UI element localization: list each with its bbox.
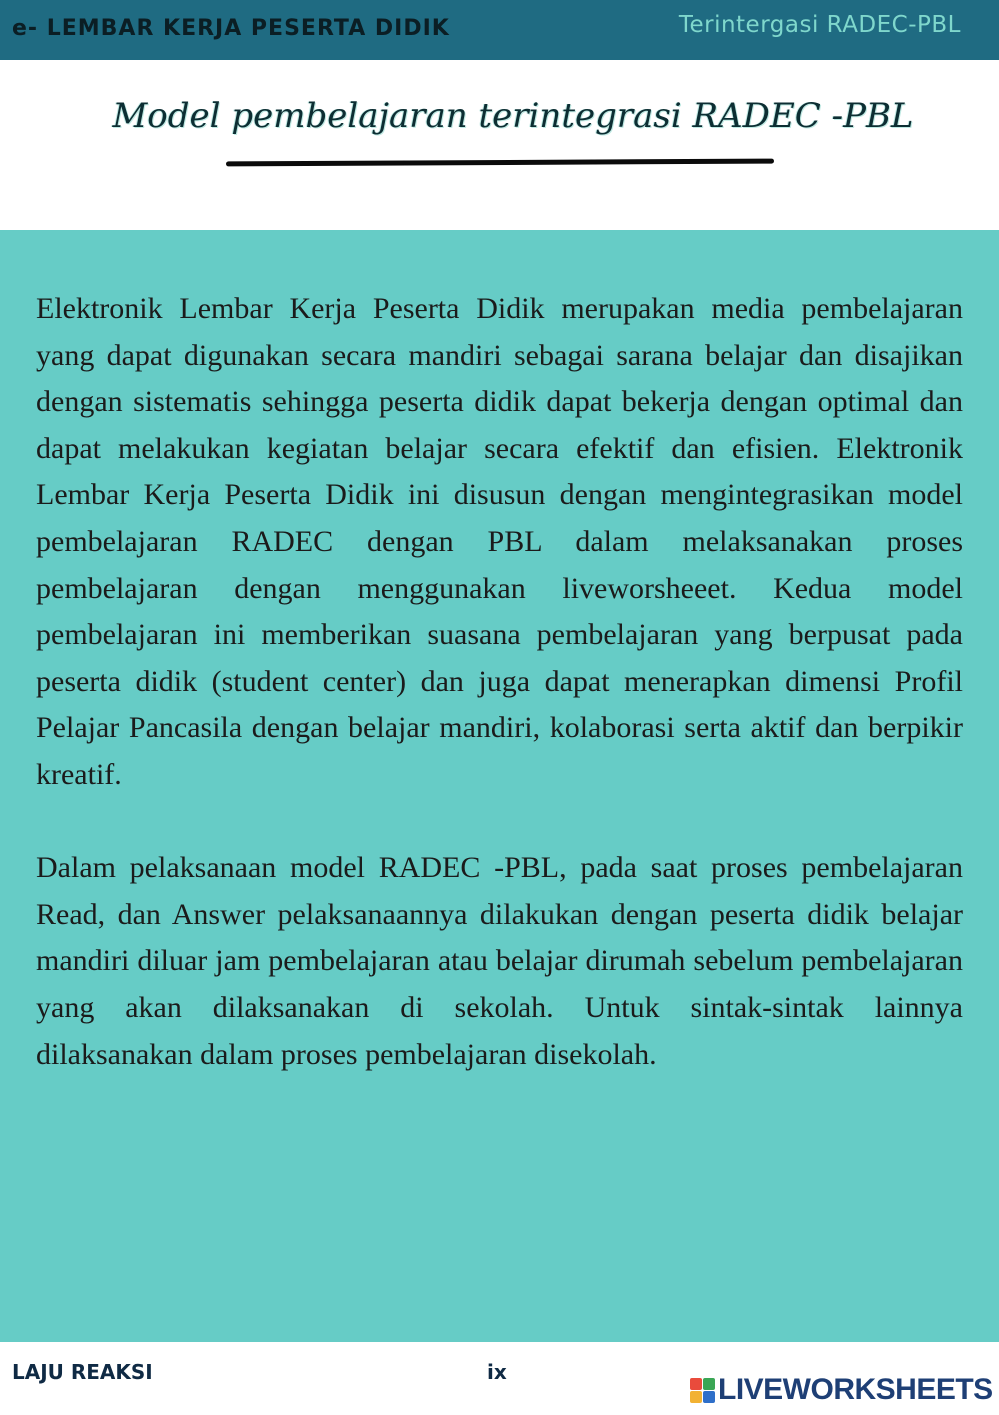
title-underline bbox=[226, 159, 774, 167]
paragraph-2: Dalam pelaksanaan model RADEC -PBL, pada saat proses pembelajaran Read, dan Answer pelaksanaannya dilakukan dengan peserta didik belajar mandiri diluar jam pembelajaran atau belajar dirumah sebelum pembelajaran yang akan dilaksanakan di sekolah. Untuk sintak-sintak lainnya dilaksanakan dalam proses pembelajaran disekolah. bbox=[36, 851, 963, 1071]
footer-label: LAJU REAKSI bbox=[12, 1360, 153, 1384]
liveworksheets-brand-text: LIVEWORKSHEETS bbox=[718, 1373, 993, 1406]
header-subtitle: Terintergasi RADEC-PBL bbox=[678, 12, 961, 38]
page-number: ix bbox=[487, 1360, 507, 1384]
header-title: e- LEMBAR KERJA PESERTA DIDIK bbox=[12, 16, 450, 41]
liveworksheets-logo[interactable] bbox=[690, 1372, 993, 1408]
page-title: Model pembelajaran terintegrasi RADEC -PBL bbox=[112, 96, 914, 136]
liveworksheets-logo-icon bbox=[690, 1378, 715, 1403]
header-bar bbox=[0, 0, 999, 60]
content-text bbox=[36, 286, 963, 1078]
paragraph-1: Elektronik Lembar Kerja Peserta Didik merupakan media pembelajaran yang dapat digunakan secara mandiri sebagai sarana belajar dan disajikan dengan sistematis sehingga peserta didik dapat bekerja dengan optimal dan dapat melakukan kegiatan belajar secara efektif dan efisien. Elektronik Lembar Kerja Peserta Didik ini disusun dengan mengintegrasikan model pembelajaran RADEC dengan PBL dalam melaksanakan proses pembelajaran dengan menggunakan liveworsheeet. Kedua model pembelajaran ini memberikan suasana pembelajaran yang berpusat pada peserta didik (student center) dan juga dapat menerapkan dimensi Profil Pelajar Pancasila dengan belajar mandiri, kolaborasi serta aktif dan berpikir kreatif. bbox=[36, 292, 963, 791]
